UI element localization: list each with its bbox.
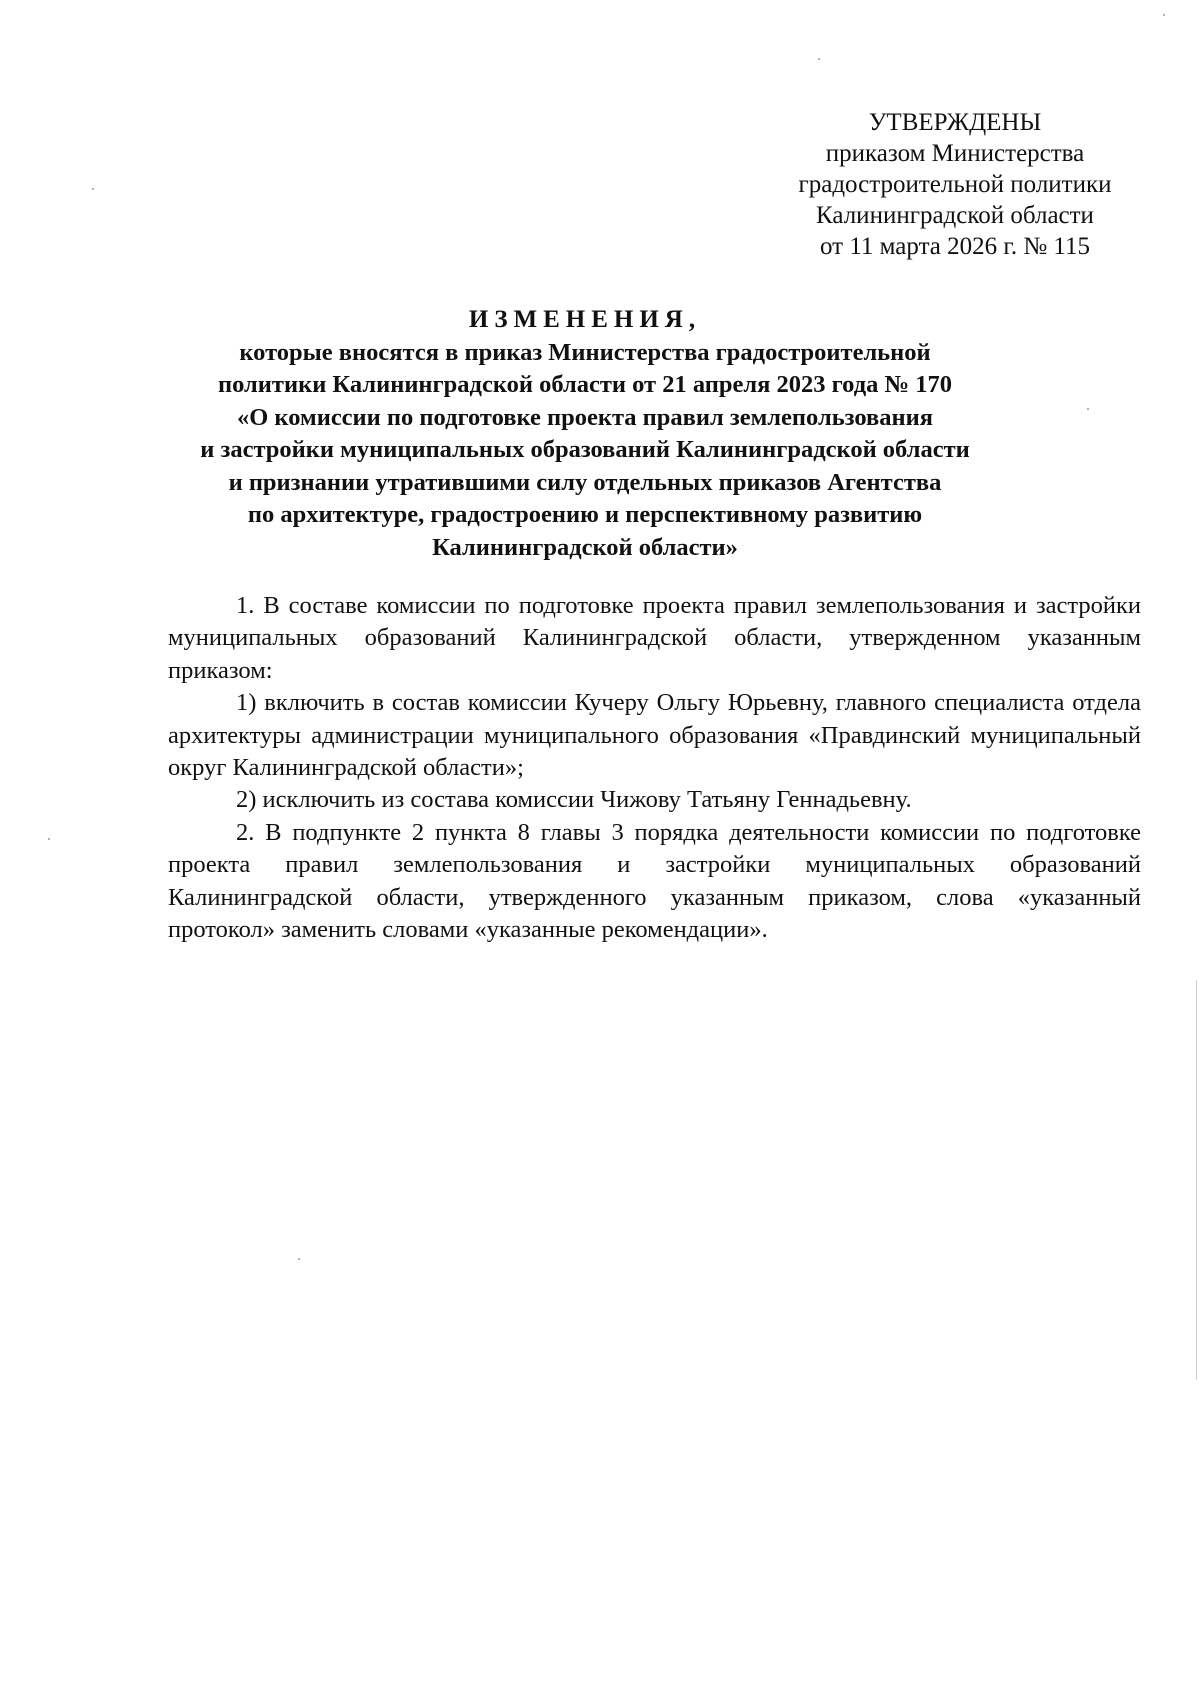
paragraph: 1. В составе комиссии по подготовке проекта правил землепользования и застройки муниципальных образований Калининградской области, утвержденном указанным приказом:	[168, 592, 1141, 684]
approval-date-number: от 11 марта 2026 г. № 115	[819, 233, 1091, 260]
heading-line: «О комиссии по подготовке проекта правил землепользования	[237, 403, 933, 431]
heading-line: политики Калининградской области от 21 апреля 2023 года № 170	[218, 371, 952, 398]
scan-speck	[1163, 14, 1165, 16]
heading-line: и застройки муниципальных образований Калининградской области	[200, 436, 970, 463]
approval-block	[770, 107, 1140, 262]
approval-line: приказом Министерства	[825, 140, 1085, 167]
heading-line: по архитектуре, градостроению и перспективному развитию	[247, 501, 923, 528]
approval-line: Калининградской области	[816, 202, 1094, 229]
document-heading	[170, 304, 1000, 564]
heading-line: Калининградской области»	[432, 533, 738, 561]
scan-speck	[1087, 408, 1089, 410]
scan-edge-line	[1196, 980, 1197, 1380]
paragraph: 1) включить в состав комиссии Кучеру Ольгу Юрьевну, главного специалиста отдела архитектуры администрации муниципального образования «Правдинский муниципальный округ Калининградской области»;	[168, 689, 1141, 782]
approval-line: градостроительной политики	[798, 171, 1112, 198]
scan-speck	[48, 838, 50, 840]
approval-title: УТВЕРЖДЕНЫ	[868, 109, 1042, 136]
heading-line: и признании утратившими силу отдельных приказов Агентства	[228, 468, 942, 496]
scan-speck	[298, 1258, 300, 1260]
heading-title: ИЗМЕНЕНИЯ,	[468, 306, 702, 333]
paragraph: 2. В подпункте 2 пункта 8 главы 3 порядка деятельности комиссии по подготовке проекта правил землепользования и застройки муниципальных образований Калининградской области, утвержденного указанным приказом, слова «указанный протокол» заменить словами «указанные рекомендации».	[168, 818, 1141, 944]
document-body	[168, 590, 1141, 946]
paragraph: 2) исключить из состава комиссии Чижову Татьяну Геннадьевну.	[236, 786, 912, 814]
heading-line: которые вносятся в приказ Министерства градостроительной	[239, 338, 931, 366]
scan-speck	[92, 188, 94, 190]
scan-speck	[818, 58, 820, 60]
